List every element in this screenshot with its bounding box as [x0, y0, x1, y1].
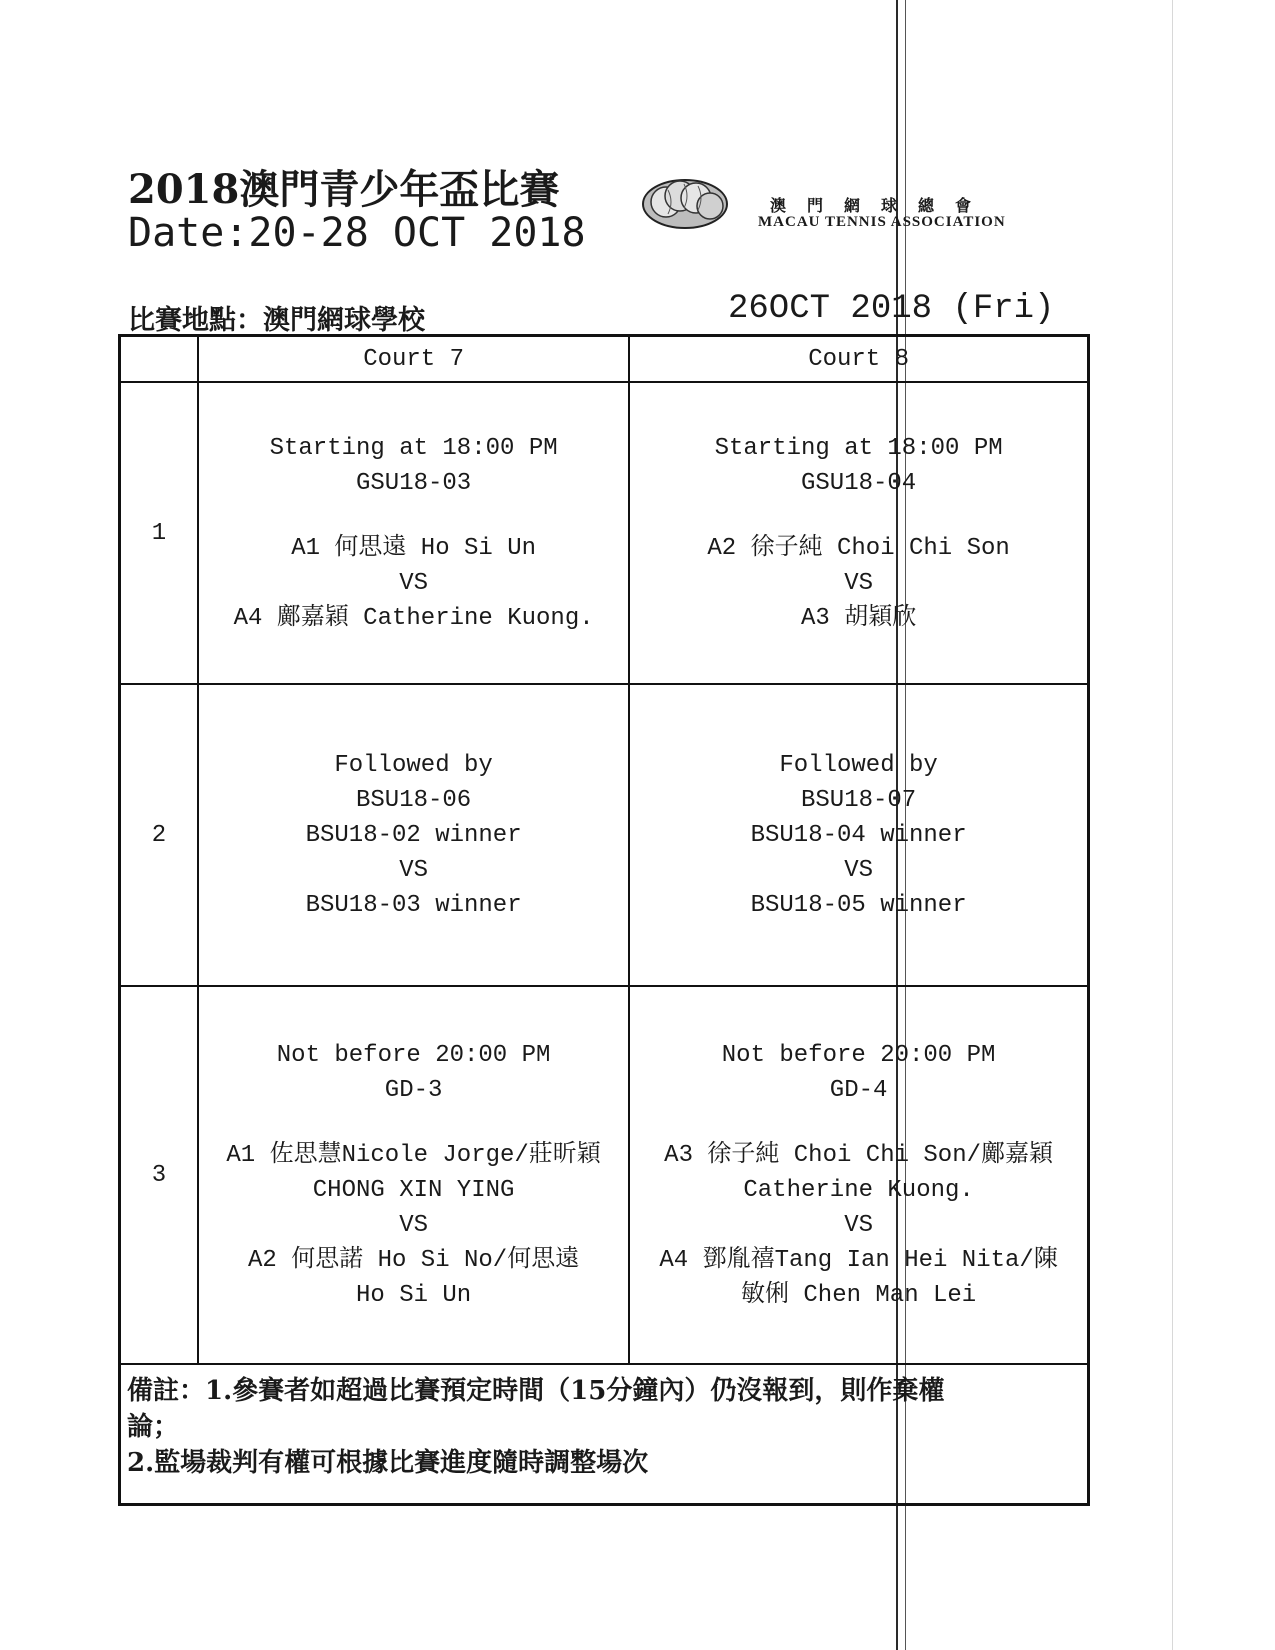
match-line: BSU18-05 winner [750, 891, 967, 919]
court-7-header: Court 7 [198, 336, 629, 383]
match-line: Followed by [779, 751, 938, 779]
page-title: 2018澳門青少年盃比賽 [128, 166, 560, 213]
match-line: BSU18-07 [800, 786, 917, 814]
match-line: A1 佐思慧Nicole Jorge/莊昕穎 [226, 1141, 601, 1169]
venue-label: 比賽地點：澳門網球學校 [128, 305, 425, 336]
court-header-row [120, 336, 1089, 383]
note-line: 備註：1.參賽者如超過比賽預定時間（15分鐘內）仍沒報到，則作棄權 [127, 1376, 945, 1406]
match-line: A4 鄺嘉穎 Catherine Kuong. [233, 604, 594, 632]
match-line: VS [399, 856, 428, 884]
date-range: Date:20-28 OCT 2018 [128, 210, 586, 256]
match-cell [629, 684, 1088, 986]
match-cell [629, 382, 1088, 684]
match-cell [198, 684, 629, 986]
match-cell [198, 382, 629, 684]
table-row [120, 986, 1089, 1364]
match-line: CHONG XIN YING [312, 1176, 515, 1204]
match-line: BSU18-02 winner [305, 821, 522, 849]
match-line: A3 徐子純 Choi Chi Son/鄺嘉穎 [664, 1141, 1054, 1169]
line-gap [199, 1108, 628, 1138]
line-gap [630, 501, 1087, 531]
row-number: 1 [120, 382, 199, 684]
match-line: BSU18-03 winner [305, 891, 522, 919]
match-cell [198, 986, 629, 1364]
match-line: 敏俐 Chen Man Lei [740, 1281, 977, 1309]
note-line: 論； [127, 1412, 180, 1442]
match-cell [629, 986, 1088, 1364]
row-number: 2 [120, 684, 199, 986]
match-date: 26OCT 2018 (Fri) [728, 290, 1055, 328]
match-line: A2 徐子純 Choi Chi Son [707, 534, 1010, 562]
header-blank-cell [120, 336, 199, 383]
match-line: VS [844, 856, 873, 884]
notes-cell [120, 1364, 1089, 1505]
match-line: GD-3 [384, 1076, 443, 1104]
match-line: BSU18-06 [355, 786, 472, 814]
schedule-table [118, 334, 1090, 1506]
match-line: Catherine Kuong. [743, 1176, 974, 1204]
match-line: A4 鄧胤禧Tang Ian Hei Nita/陳 [659, 1246, 1058, 1274]
match-line: GSU18-04 [800, 469, 917, 497]
match-line: VS [844, 569, 873, 597]
court-8-header: Court 8 [629, 336, 1088, 383]
note-line: 2.監場裁判有權可根據比賽進度隨時調整場次 [127, 1448, 649, 1478]
match-line: BSU18-04 winner [750, 821, 967, 849]
match-line: VS [844, 1211, 873, 1239]
match-line: VS [399, 569, 428, 597]
match-line: A2 何思諾 Ho Si No/何思遠 [247, 1246, 580, 1274]
association-name-zh: 澳門網球總會 [770, 196, 993, 215]
notes-row [120, 1364, 1089, 1505]
table-row [120, 684, 1089, 986]
match-line: GD-4 [829, 1076, 888, 1104]
match-line: Followed by [334, 751, 493, 779]
match-line: Not before 20:00 PM [276, 1041, 551, 1069]
match-line: Starting at 18:00 PM [269, 434, 558, 462]
match-line: Not before 20:00 PM [721, 1041, 996, 1069]
line-gap [630, 1108, 1087, 1138]
line-gap [199, 501, 628, 531]
match-line: Starting at 18:00 PM [714, 434, 1003, 462]
match-line: GSU18-03 [355, 469, 472, 497]
row-number: 3 [120, 986, 199, 1364]
match-line: A3 胡穎欣 [800, 604, 917, 632]
match-line: A1 何思遠 Ho Si Un [291, 534, 537, 562]
match-line: VS [399, 1211, 428, 1239]
scan-edge-line [1172, 0, 1173, 1650]
match-line: Ho Si Un [355, 1281, 472, 1309]
table-row [120, 382, 1089, 684]
association-name-en: MACAU TENNIS ASSOCIATION [758, 214, 1006, 230]
tennis-ball-logo-icon [640, 170, 730, 232]
